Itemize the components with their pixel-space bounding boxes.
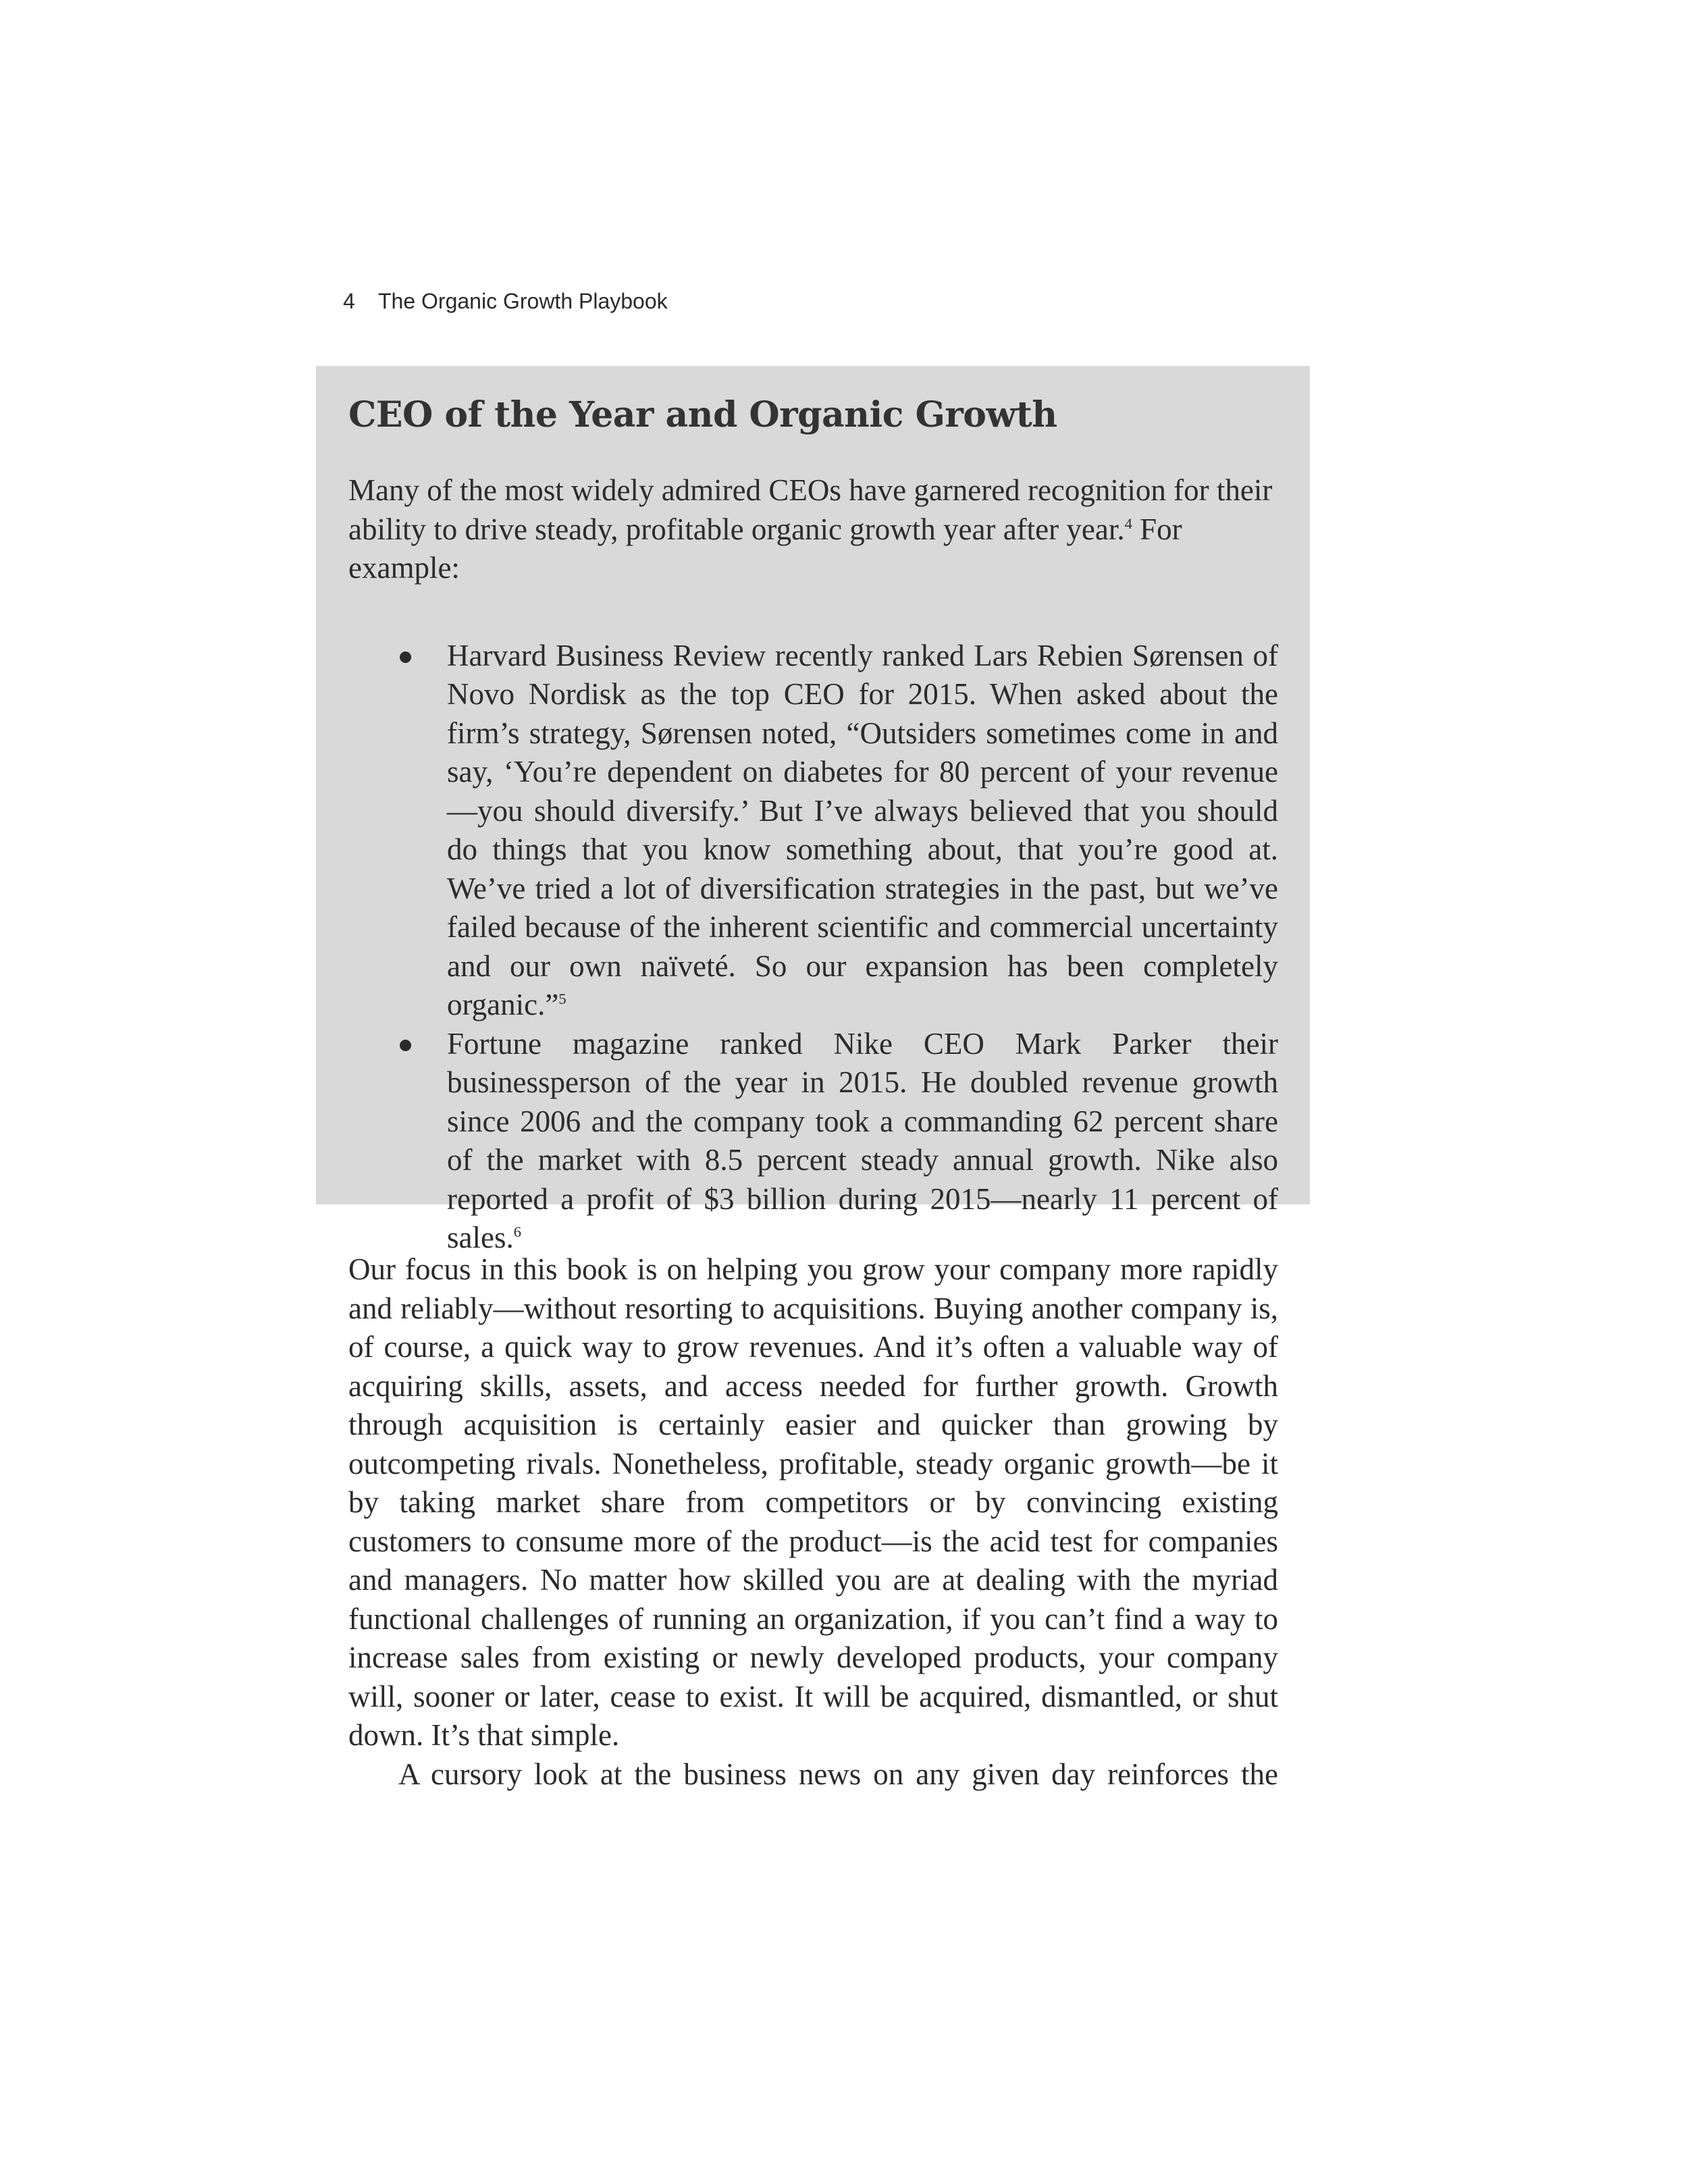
sidebar-box <box>316 366 1310 1254</box>
bullet-icon <box>400 651 411 663</box>
book-title: The Organic Growth Playbook <box>378 289 668 313</box>
footnote-ref: 5 <box>558 990 566 1007</box>
sidebar-title: CEO of the Year and Organic Growth <box>348 394 1057 435</box>
bullet-text: Harvard Business Review recently ranked Lars Rebien Sørensen of Novo Nordisk as the top CEO for 2015. When asked about the firm’s strategy, Sørensen noted, “Outsiders sometimes come in and say, ‘You’re dependent on diabetes for 80 percent of your revenue—you should diversify.’ But I’ve always believed that you should do things that you know something about, that you’re good at. We’ve tried a lot of diversification strategies in the past, but we’ve failed because of the inherent scientific and commercial uncertainty and our own naïveté. So our expansion has been completely organic.” <box>447 638 1278 1021</box>
page-number: 4 <box>343 289 355 313</box>
list-item <box>348 1025 1278 1258</box>
body-text <box>348 1250 1278 1794</box>
body-paragraph: Our focus in this book is on helping you grow your company more rapidly and reliably—without resorting to acquisitions. Buying another company is, of course, a quick way to grow revenues. And it’s often a valuable way of acquiring skills, assets, and access needed for further growth. Growth through acquisition is certainly easier and quicker than growing by outcompeting rivals. Nonetheless, profitable, steady organic growth—be it by taking market share from competitors or by convincing existing customers to consume more of the product—is the acid test for companies and managers. No matter how skilled you are at dealing with the myriad functional challenges of running an organization, if you can’t find a way to increase sales from existing or newly developed products, your company will, sooner or later, cease to exist. It will be acquired, dismantled, or shut down. It’s that simple. <box>348 1252 1278 1752</box>
list-item <box>348 637 1278 1025</box>
bullet-text: Fortune magazine ranked Nike CEO Mark Parker their businessperson of the year in 2015. He doubled revenue growth since 2006 and the company took a commanding 62 percent share of the market with 8.5 percent steady annual growth. Nike also reported a profit of $3 billion during 2015—nearly 11 percent of sales. <box>447 1026 1278 1254</box>
running-head <box>343 289 668 314</box>
sidebar-intro-text: Many of the most widely admired CEOs have garnered recognition for their ability to drive steady, profitable organic growth year after year. <box>348 473 1273 546</box>
bullet-list <box>348 637 1277 1258</box>
body-paragraph: A cursory look at the business news on any given day reinforces the <box>398 1757 1278 1791</box>
sidebar-intro <box>348 471 1280 588</box>
bullet-icon <box>400 1040 411 1051</box>
footnote-ref: 6 <box>513 1223 521 1240</box>
footnote-ref: 4 <box>1124 514 1132 532</box>
sidebar-intro-end: For example: <box>348 512 1182 585</box>
